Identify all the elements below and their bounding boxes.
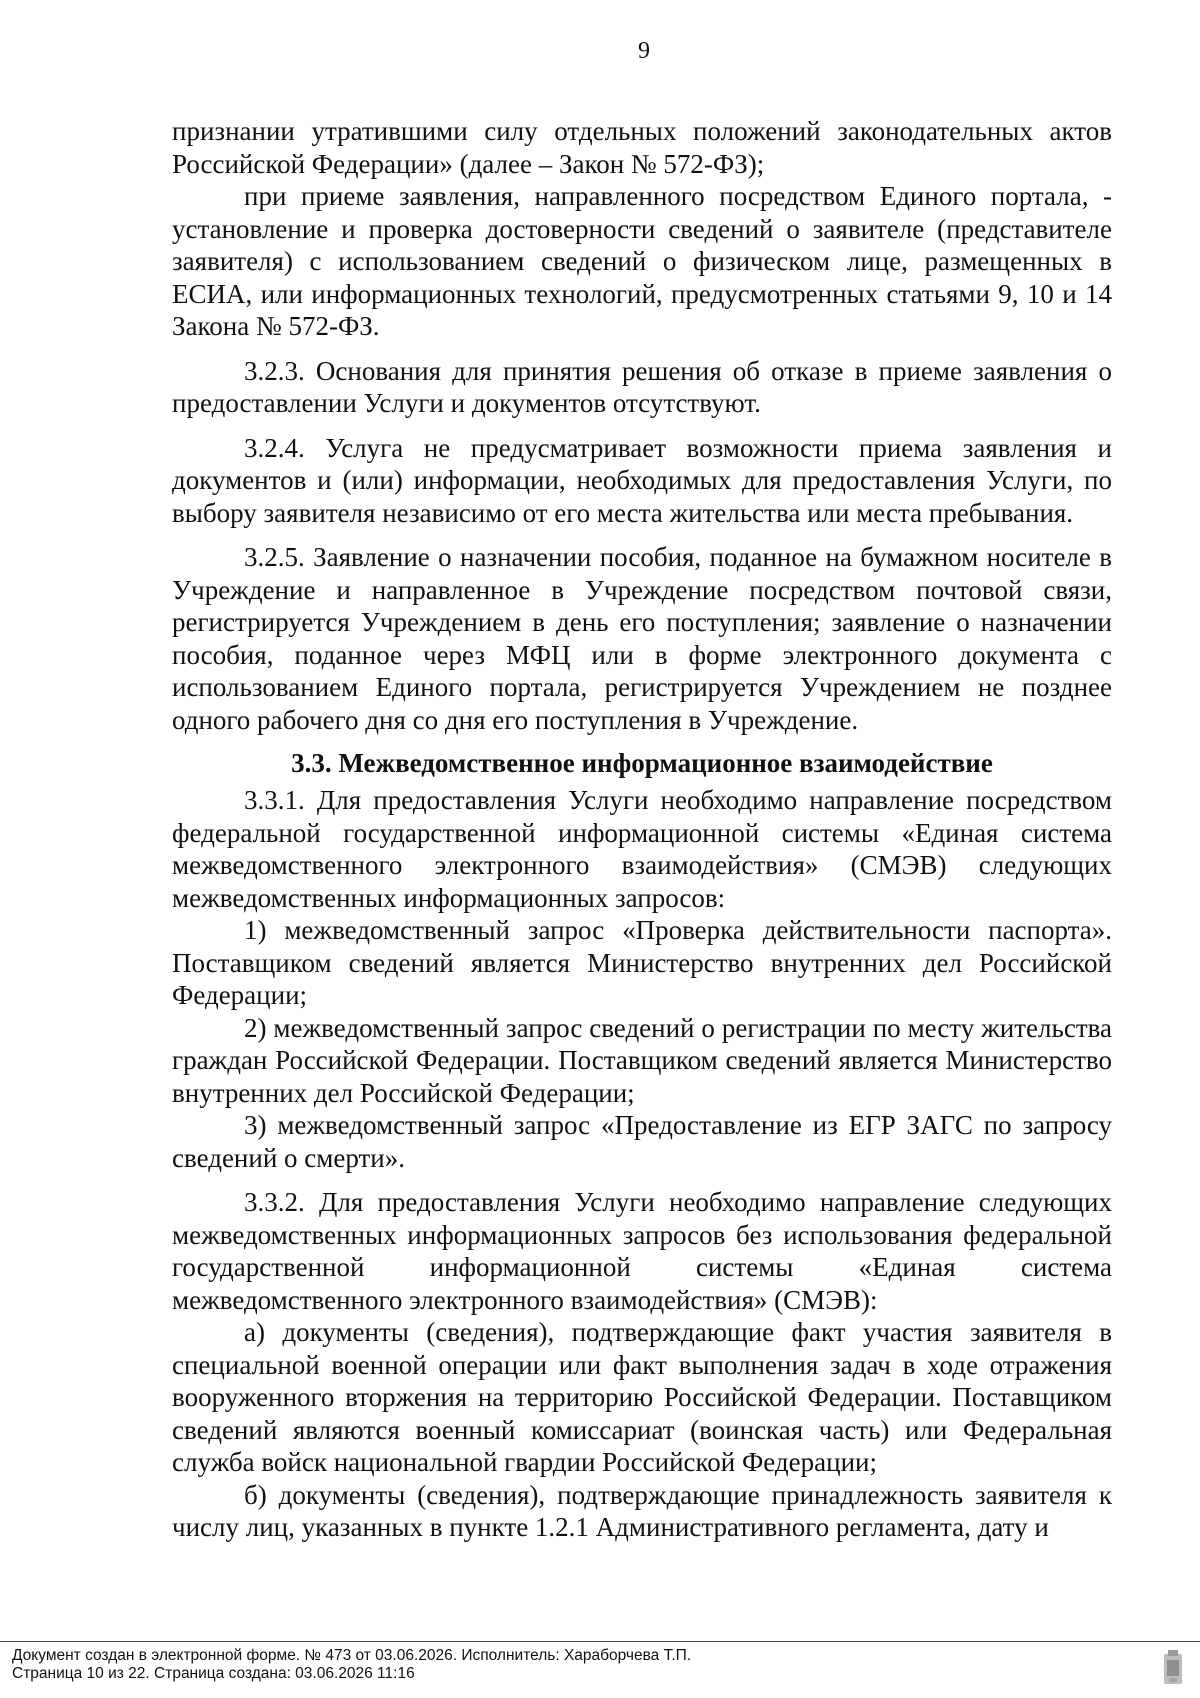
page-number: 9 bbox=[638, 38, 650, 64]
section-heading-3-3: 3.3. Межведомственное информационное взаимодействие bbox=[291, 748, 993, 778]
paragraph-esia-verification: при приеме заявления, направленного посредством Единого портала, - установление и проверка достоверности сведений о заявителе (представителе заявителя) с использованием сведений о физическом лице, размещенных в ЕСИА, или информационных технологий, предусмотренных статьями 9, 10 и 14 Закона № 572-ФЗ. bbox=[172, 181, 1112, 341]
paragraph-3-2-5: 3.2.5. Заявление о назначении пособия, поданное на бумажном носителе в Учреждение и направленное в Учреждение посредством почтовой связи, регистрируется Учреждением в день его поступления; заявление о назначении пособия, поданное через МФЦ или в форме электронного документа с использованием Единого портала, регистрируется Учреждением не позднее одного рабочего дня со дня его поступления в Учреждение. bbox=[172, 542, 1112, 735]
footer-page-info: Страница 10 из 22. Страница создана: 03.06.2026 11:16 bbox=[12, 1665, 415, 1682]
coat-of-arms-icon bbox=[1160, 1650, 1186, 1688]
paragraph-3-3-1: 3.3.1. Для предоставления Услуги необходимо направление посредством федеральной государственной информационной системы «Единая система межведомственного электронного взаимодействия» (СМЭВ) следующих межведомственных информационных запросов: bbox=[172, 785, 1112, 913]
footer-divider bbox=[0, 1641, 1200, 1642]
paragraph-3-2-4: 3.2.4. Услуга не предусматривает возможности приема заявления и документов и (или) информации, необходимых для предоставления Услуги, по выбору заявителя независимо от его места жительства или места пребывания. bbox=[172, 432, 1112, 528]
paragraph-continuation: признании утратившими силу отдельных положений законодательных актов Российской Федерации» (далее – Закон № 572-ФЗ); bbox=[172, 116, 1112, 179]
footer-document-info: Документ создан в электронной форме. № 473 от 03.06.2026. Исполнитель: Хараборчева Т.П. bbox=[12, 1647, 692, 1664]
list-item-3: 3) межведомственный запрос «Предоставление из ЕГР ЗАГС по запросу сведений о смерти». bbox=[172, 1110, 1112, 1173]
list-item-a: а) документы (сведения), подтверждающие факт участия заявителя в специальной военной операции или факт выполнения задач в ходе отражения вооруженного вторжения на территорию Российской Федерации. Поставщиком сведений являются военный комиссариат (воинская часть) или Федеральная служба войск национальной гвардии Российской Федерации; bbox=[172, 1317, 1112, 1477]
list-item-b: б) документы (сведения), подтверждающие принадлежность заявителя к числу лиц, указанных в пункте 1.2.1 Административного регламента, дату и bbox=[172, 1479, 1112, 1542]
paragraph-3-3-2: 3.3.2. Для предоставления Услуги необходимо направление следующих межведомственных информационных запросов без использования федеральной государственной информационной системы «Единая система межведомственного электронного взаимодействия» (СМЭВ): bbox=[172, 1187, 1112, 1315]
paragraph-3-2-3: 3.2.3. Основания для принятия решения об отказе в приеме заявления о предоставлении Услуги и документов отсутствуют. bbox=[172, 355, 1112, 418]
list-item-2: 2) межведомственный запрос сведений о регистрации по месту жительства граждан Российской Федерации. Поставщиком сведений является Министерство внутренних дел Российской Федерации; bbox=[172, 1012, 1112, 1108]
document-footer bbox=[12, 1647, 691, 1683]
document-body bbox=[172, 115, 1112, 1544]
list-item-1: 1) межведомственный запрос «Проверка действительности паспорта». Поставщиком сведений является Министерство внутренних дел Российской Федерации; bbox=[172, 915, 1112, 1010]
